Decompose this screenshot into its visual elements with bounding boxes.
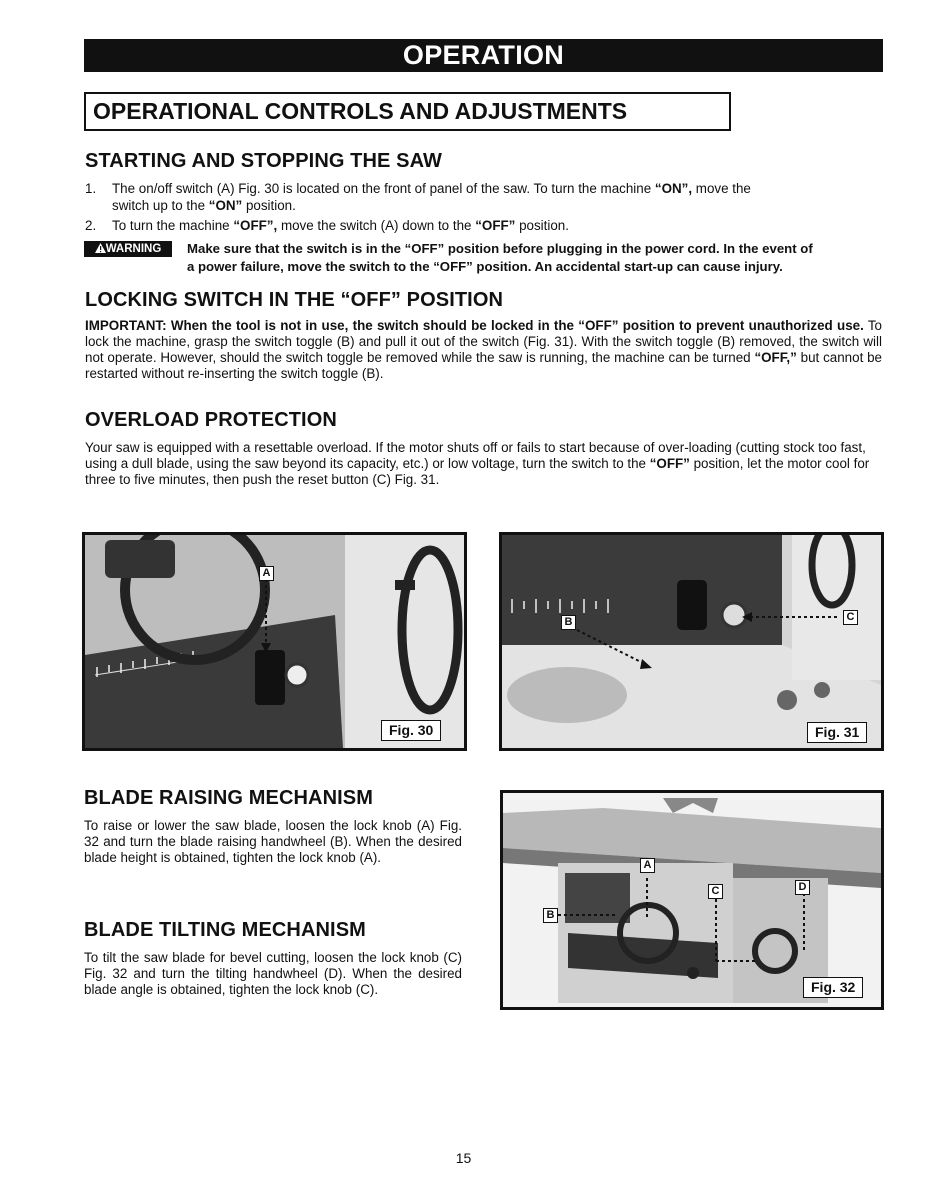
list-item: 2. To turn the machine “OFF”, move the switch (A) down to the “OFF” position. (85, 218, 569, 233)
callout-c: C (708, 884, 723, 899)
figure-31-photo (499, 532, 884, 751)
heading-starting: STARTING AND STOPPING THE SAW (85, 150, 442, 172)
figure-30-photo (82, 532, 467, 751)
callout-a: A (640, 858, 655, 873)
callout-c: C (843, 610, 858, 625)
callout-b: B (561, 615, 576, 630)
heading-blade-tilting: BLADE TILTING MECHANISM (84, 919, 366, 941)
figure-32-photo (500, 790, 884, 1010)
callout-a: A (259, 566, 274, 581)
heading-blade-raising: BLADE RAISING MECHANISM (84, 787, 373, 809)
page-banner: OPERATION (84, 39, 883, 72)
warning-badge: WARNING (84, 241, 172, 257)
figure-30-label: Fig. 30 (381, 720, 441, 741)
heading-overload: OVERLOAD PROTECTION (85, 409, 337, 431)
heading-locking: LOCKING SWITCH IN THE “OFF” POSITION (85, 289, 504, 311)
blade-tilting-paragraph: To tilt the saw blade for bevel cutting, loosen the lock knob (C) Fig. 32 and turn the tilting handwheel (D). When the desired blade angle is obtained, tighten the lock knob (C). (84, 950, 462, 997)
section-title: OPERATIONAL CONTROLS AND ADJUSTMENTS (84, 92, 731, 131)
page-number: 15 (455, 1150, 472, 1166)
callout-b: B (543, 908, 558, 923)
warning-triangle-icon (95, 243, 106, 253)
table-saw-illustration (503, 793, 881, 1007)
overload-paragraph: Your saw is equipped with a resettable overload. If the motor shuts off or fails to start because of over-loading (cutting stock too fast, using a dull blade, using the saw beyond its capacity, etc.) or low voltage, turn the switch to the “OFF” position, let the motor cool for three to five minutes, then push the reset button (C) Fig. 31. (85, 440, 870, 487)
callout-d: D (795, 880, 810, 895)
list-item: 1. The on/off switch (A) Fig. 30 is located on the front of panel of the saw. To turn the machine “ON”, move the switch up to the “ON” position. (85, 181, 751, 213)
locking-paragraph: IMPORTANT: When the tool is not in use, the switch should be locked in the “OFF” position to prevent unauthorized use. To lock the machine, grasp the switch toggle (B) and pull it out of the switch (Fig. 31). With the switch toggle (B) removed, the switch will not operate. However, should the switch toggle be removed while the saw is running, the machine can be turned “OFF,” but cannot be restarted without re-inserting the switch toggle (B). (85, 318, 882, 381)
switch-panel-illustration (85, 535, 464, 748)
figure-32-label: Fig. 32 (803, 977, 863, 998)
warning-text: Make sure that the switch is in the “OFF” position before plugging in the power cord. In the event of a power failure, move the switch to the “OFF” position. An accidental start-up can cause injury. (187, 241, 813, 274)
switch-toggle-illustration (502, 535, 881, 748)
figure-31-label: Fig. 31 (807, 722, 867, 743)
blade-raising-paragraph: To raise or lower the saw blade, loosen the lock knob (A) Fig. 32 and turn the blade raising handwheel (B). When the desired blade height is obtained, tighten the lock knob (A). (84, 818, 462, 865)
